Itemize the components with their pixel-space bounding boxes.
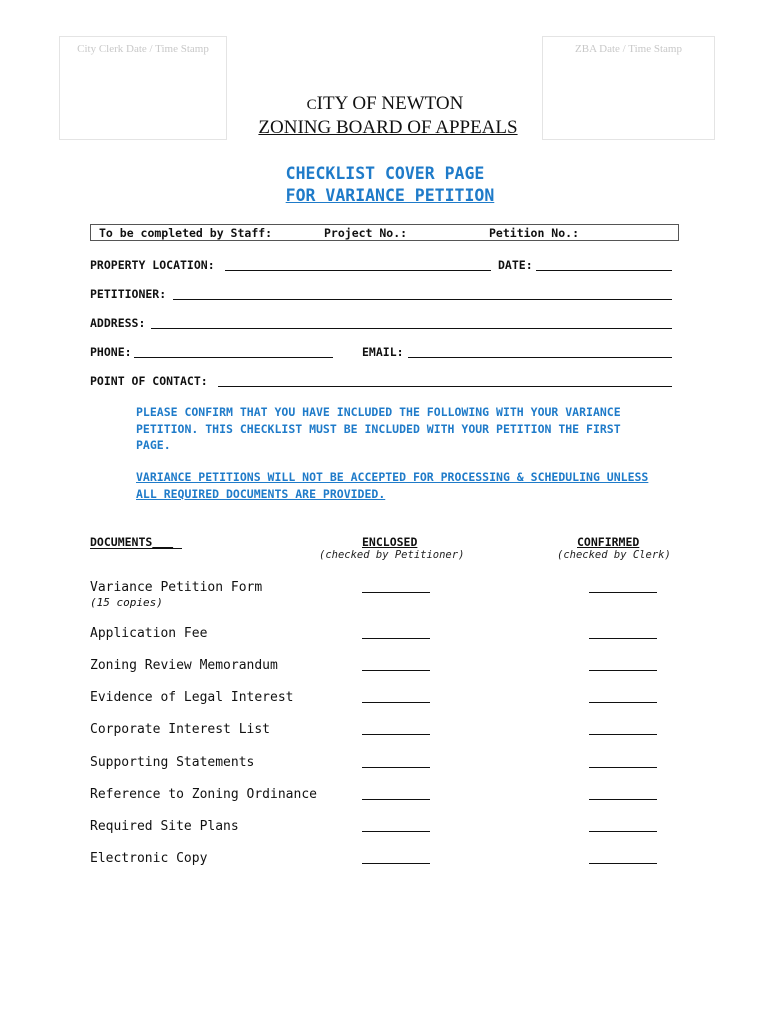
confirmed-checkbox-line[interactable]: [589, 702, 657, 703]
property-location-field[interactable]: [225, 270, 491, 271]
confirmed-checkbox-line[interactable]: [589, 863, 657, 864]
confirmed-checkbox-line[interactable]: [589, 767, 657, 768]
confirmed-checkbox-line[interactable]: [589, 831, 657, 832]
checklist-item-label: Evidence of Legal Interest: [90, 690, 294, 705]
enclosed-checkbox-line[interactable]: [362, 863, 430, 864]
enclosed-checkbox-line[interactable]: [362, 831, 430, 832]
enclosed-checkbox-line[interactable]: [362, 638, 430, 639]
checklist-item-label: Reference to Zoning Ordinance: [90, 787, 317, 802]
checklist-item-label: Corporate Interest List: [90, 722, 271, 737]
warning-notice: VARIANCE PETITIONS WILL NOT BE ACCEPTED FOR PROCESSING & SCHEDULING UNLESS ALL REQUIRED DOCUMENTS ARE PROVIDED.: [136, 470, 649, 501]
enclosed-checkbox-line[interactable]: [362, 702, 430, 703]
address-label: ADDRESS:: [90, 316, 146, 330]
confirmed-checkbox-line[interactable]: [589, 734, 657, 735]
email-field[interactable]: [408, 357, 672, 358]
enclosed-header: ENCLOSED: [362, 535, 418, 549]
board-name-text: ZONING BOARD OF APPEALS: [258, 117, 518, 138]
petitioner-field[interactable]: [173, 299, 672, 300]
city-initial: C: [306, 97, 317, 113]
zba-stamp-label: ZBA Date / Time Stamp: [575, 43, 682, 55]
phone-field[interactable]: [134, 357, 333, 358]
document-title-line2: [0, 186, 770, 205]
enclosed-checkbox-line[interactable]: [362, 799, 430, 800]
document-title-line1: CHECKLIST COVER PAGE: [285, 164, 485, 183]
point-of-contact-label: POINT OF CONTACT:: [90, 374, 208, 388]
documents-header-underline: [90, 548, 182, 549]
checklist-item-label: Electronic Copy: [90, 851, 208, 866]
confirmed-checkbox-line[interactable]: [589, 592, 657, 593]
documents-header-text: DOCUMENTS: [90, 535, 153, 549]
enclosed-checkbox-line[interactable]: [362, 734, 430, 735]
city-rest: ITY OF NEWTON: [316, 93, 464, 114]
checklist-item-label: Variance Petition Form: [90, 580, 263, 595]
board-name: [0, 117, 770, 139]
enclosed-subheader: (checked by Petitioner): [319, 549, 465, 561]
address-field[interactable]: [151, 328, 672, 329]
confirmed-checkbox-line[interactable]: [589, 799, 657, 800]
enclosed-checkbox-line[interactable]: [362, 592, 430, 593]
point-of-contact-field[interactable]: [218, 386, 672, 387]
date-field[interactable]: [536, 270, 672, 271]
staff-box: [90, 224, 679, 241]
confirmed-subheader: (checked by Clerk): [557, 549, 671, 561]
petitioner-label: PETITIONER:: [90, 287, 167, 301]
confirmed-checkbox-line[interactable]: [589, 670, 657, 671]
confirm-notice: PLEASE CONFIRM THAT YOU HAVE INCLUDED THE FOLLOWING WITH YOUR VARIANCE PETITION. THIS CHECKLIST MUST BE INCLUDED WITH YOUR PETITION THE FIRST PAGE.: [136, 405, 621, 452]
document-title-line2-text: FOR VARIANCE PETITION: [285, 186, 495, 205]
phone-label: PHONE:: [90, 345, 132, 359]
project-no-label: Project No.:: [324, 226, 408, 240]
checklist-item-label: Required Site Plans: [90, 819, 239, 834]
date-label: DATE:: [498, 258, 533, 272]
checklist-item-note: (15 copies): [90, 596, 163, 609]
city-clerk-stamp-label: City Clerk Date / Time Stamp: [77, 43, 209, 55]
checklist-item-label: Application Fee: [90, 626, 208, 641]
staff-label: To be completed by Staff:: [99, 226, 273, 240]
checklist-item-label: Supporting Statements: [90, 755, 255, 770]
property-location-label: PROPERTY LOCATION:: [90, 258, 215, 272]
city-name: [0, 93, 770, 115]
enclosed-checkbox-line[interactable]: [362, 767, 430, 768]
checklist-item-label: Zoning Review Memorandum: [90, 658, 278, 673]
confirmed-checkbox-line[interactable]: [589, 638, 657, 639]
confirmed-header: CONFIRMED: [577, 535, 640, 549]
petition-no-label: Petition No.:: [489, 226, 580, 240]
email-label: EMAIL:: [362, 345, 404, 359]
enclosed-checkbox-line[interactable]: [362, 670, 430, 671]
documents-header: [90, 535, 173, 549]
